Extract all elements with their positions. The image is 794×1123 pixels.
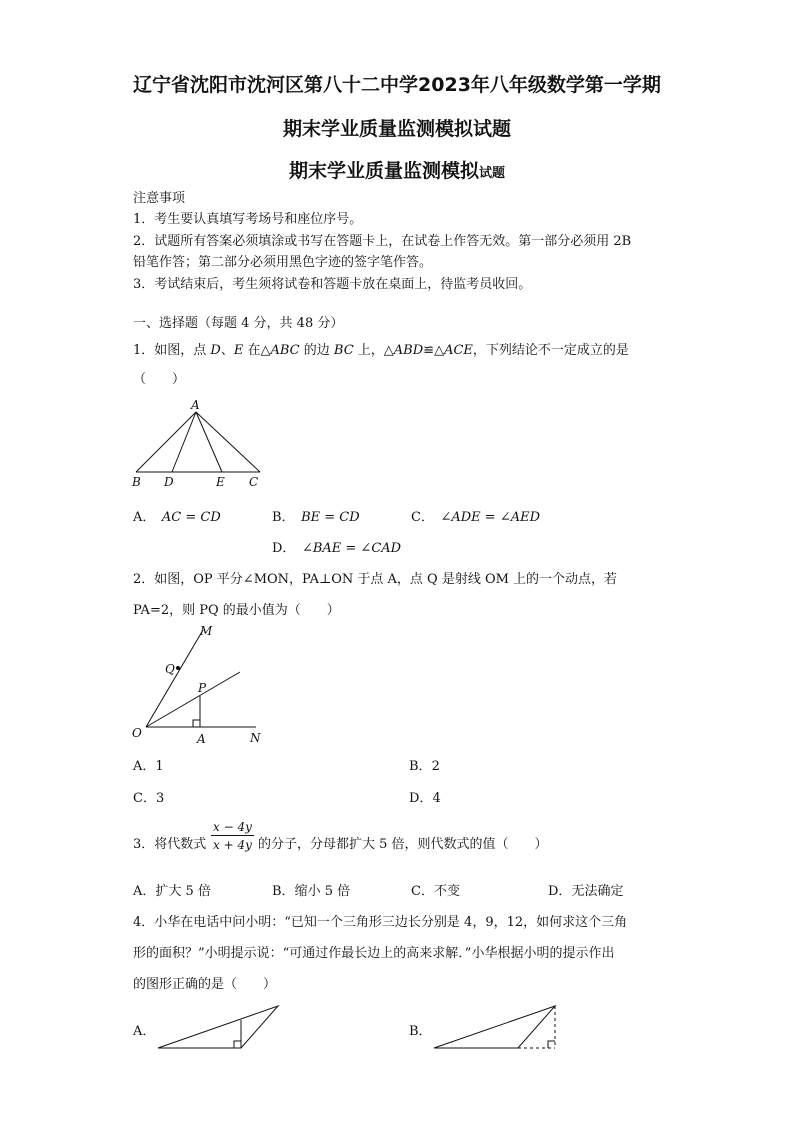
subtitle-main: 期末学业质量监测模拟: [288, 160, 479, 182]
q3-numerator: x − 4y: [213, 820, 252, 834]
notice-item-2-cont: 铅笔作答；第二部分必须用黑色字迹的签字笔作答。: [133, 255, 433, 270]
q2-stem-line2: PA=2，则 PQ 的最小值为（ ）: [133, 603, 340, 618]
q4-stem-line3: 的图形正确的是（ ）: [133, 977, 277, 992]
q1-option-b[interactable]: B． BE = CD: [272, 510, 360, 525]
page-title: 辽宁省沈阳市沈河区第八十二中学2023年八年级数学第一学期: [133, 74, 661, 96]
page-subtitle: 期末学业质量监测模拟试题: [282, 118, 511, 140]
q1-option-a[interactable]: A． AC = CD: [133, 510, 221, 525]
q1-label-b: B: [132, 475, 141, 489]
q1-label-e: E: [216, 475, 225, 489]
q3-denominator: x + 4y: [213, 838, 252, 852]
q2-label-p: P: [198, 681, 207, 695]
q4-stem-line1: 4．小华在电话中问小明：“已知一个三角形三边长分别是 4，9，12，如何求这个三角: [133, 915, 628, 930]
q1-option-c[interactable]: C． ∠ADE = ∠AED: [411, 510, 541, 525]
q1-stem: 1．如图，点 D、E 在△ABC 的边 BC 上，△ABD≌△ACE，下列结论不一定成立的是: [133, 343, 629, 358]
q3-option-d[interactable]: D．无法确定: [548, 884, 624, 899]
q2-label-a: A: [197, 732, 206, 746]
q3-option-c[interactable]: C．不变: [411, 884, 460, 899]
subtitle-small: 试题: [479, 166, 506, 181]
q3-stem-b: 的分子，分母都扩大 5 倍，则代数式的值（ ）: [258, 837, 548, 852]
section-heading: 一、选择题（每题 4 分，共 48 分）: [133, 316, 344, 331]
notice-heading: 注意事项: [133, 191, 186, 206]
q1-option-d[interactable]: D． ∠BAE = ∠CAD: [272, 541, 402, 556]
q3-option-a[interactable]: A．扩大 5 倍: [133, 884, 211, 899]
q4-figure-b: [434, 1006, 555, 1048]
q2-option-d[interactable]: D．4: [409, 791, 441, 806]
q4-stem-line2: 形的面积？”小明提示说：“可通过作最长边上的高来求解．”小华根据小明的提示作出: [133, 946, 615, 961]
q4-option-a-label[interactable]: A．: [133, 1024, 156, 1039]
q3-option-b[interactable]: B．缩小 5 倍: [272, 884, 351, 899]
q4-option-b-label[interactable]: B．: [409, 1024, 432, 1039]
q1-label-a: A: [191, 398, 200, 412]
q4-figure-a: [158, 1006, 278, 1048]
q2-stem-line1: 2．如图，OP 平分∠MON，PA⊥ON 于点 A，点 Q 是射线 OM 上的一个动点，若: [133, 572, 618, 587]
q2-option-a[interactable]: A．1: [133, 759, 164, 774]
q1-label-c: C: [249, 475, 259, 489]
q1-paren: （ ）: [133, 372, 186, 387]
q3-stem-a: 3．将代数式: [133, 837, 207, 852]
q2-option-b[interactable]: B．2: [409, 759, 440, 774]
notice-item-2: 2．试题所有答案必须填涂或书写在答题卡上，在试卷上作答无效。第一部分必须用 2B: [133, 234, 632, 249]
notice-item-1: 1．考生要认真填写考场号和座位序号。: [133, 212, 363, 227]
q2-label-n: N: [250, 731, 261, 745]
q2-label-o: O: [132, 726, 142, 740]
q2-label-m: M: [200, 624, 213, 638]
q1-label-d: D: [164, 475, 174, 489]
notice-item-3: 3．考试结束后，考生须将试卷和答题卡放在桌面上，待监考员收回。: [133, 277, 532, 292]
q2-option-c[interactable]: C．3: [133, 791, 165, 806]
q2-label-q: Q: [165, 662, 175, 676]
